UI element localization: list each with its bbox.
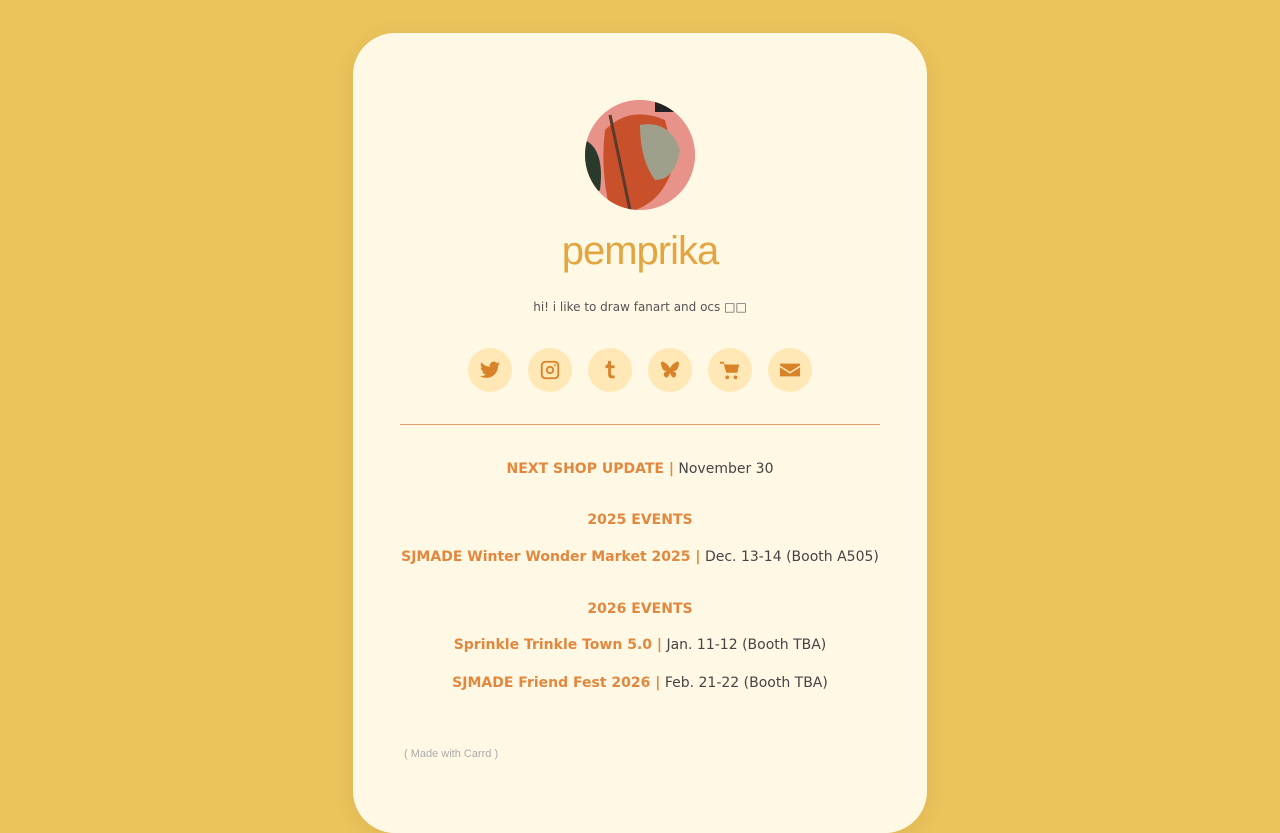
- event-name: Sprinkle Trinkle Town 5.0 |: [453, 637, 662, 653]
- profile-card: [353, 33, 927, 833]
- avatar: [585, 100, 695, 210]
- tumblr-icon: [599, 359, 621, 381]
- email-link[interactable]: [768, 348, 812, 392]
- event-item: [353, 675, 927, 691]
- site-title: pemprika: [561, 229, 719, 273]
- shop-update-label: NEXT SHOP UPDATE |: [506, 461, 674, 477]
- bluesky-icon: [659, 359, 681, 381]
- shop-link[interactable]: [708, 348, 752, 392]
- divider: [400, 424, 880, 425]
- mail-icon: [779, 359, 801, 381]
- made-with-carrd-link[interactable]: ( Made with Carrd ): [404, 748, 499, 760]
- instagram-icon: [539, 359, 561, 381]
- event-name: SJMADE Winter Wonder Market 2025 |: [401, 549, 701, 565]
- events-2025-heading: 2025 EVENTS: [587, 512, 693, 528]
- event-detail: Dec. 13-14 (Booth A505): [704, 549, 879, 565]
- event-detail: Feb. 21-22 (Booth TBA): [664, 675, 828, 691]
- tumblr-link[interactable]: [588, 348, 632, 392]
- event-item: [353, 549, 927, 565]
- event-detail: Jan. 11-12 (Booth TBA): [666, 637, 827, 653]
- twitter-link[interactable]: [468, 348, 512, 392]
- cart-icon: [719, 359, 741, 381]
- events-2026-heading: 2026 EVENTS: [587, 601, 693, 617]
- social-links: [353, 348, 927, 392]
- event-item: [353, 637, 927, 653]
- bio-text: hi! i like to draw fanart and ocs □□: [533, 300, 747, 314]
- shop-update-date: November 30: [678, 461, 774, 477]
- shop-update: [353, 461, 927, 477]
- bluesky-link[interactable]: [648, 348, 692, 392]
- event-name: SJMADE Friend Fest 2026 |: [452, 675, 661, 691]
- instagram-link[interactable]: [528, 348, 572, 392]
- twitter-icon: [479, 359, 501, 381]
